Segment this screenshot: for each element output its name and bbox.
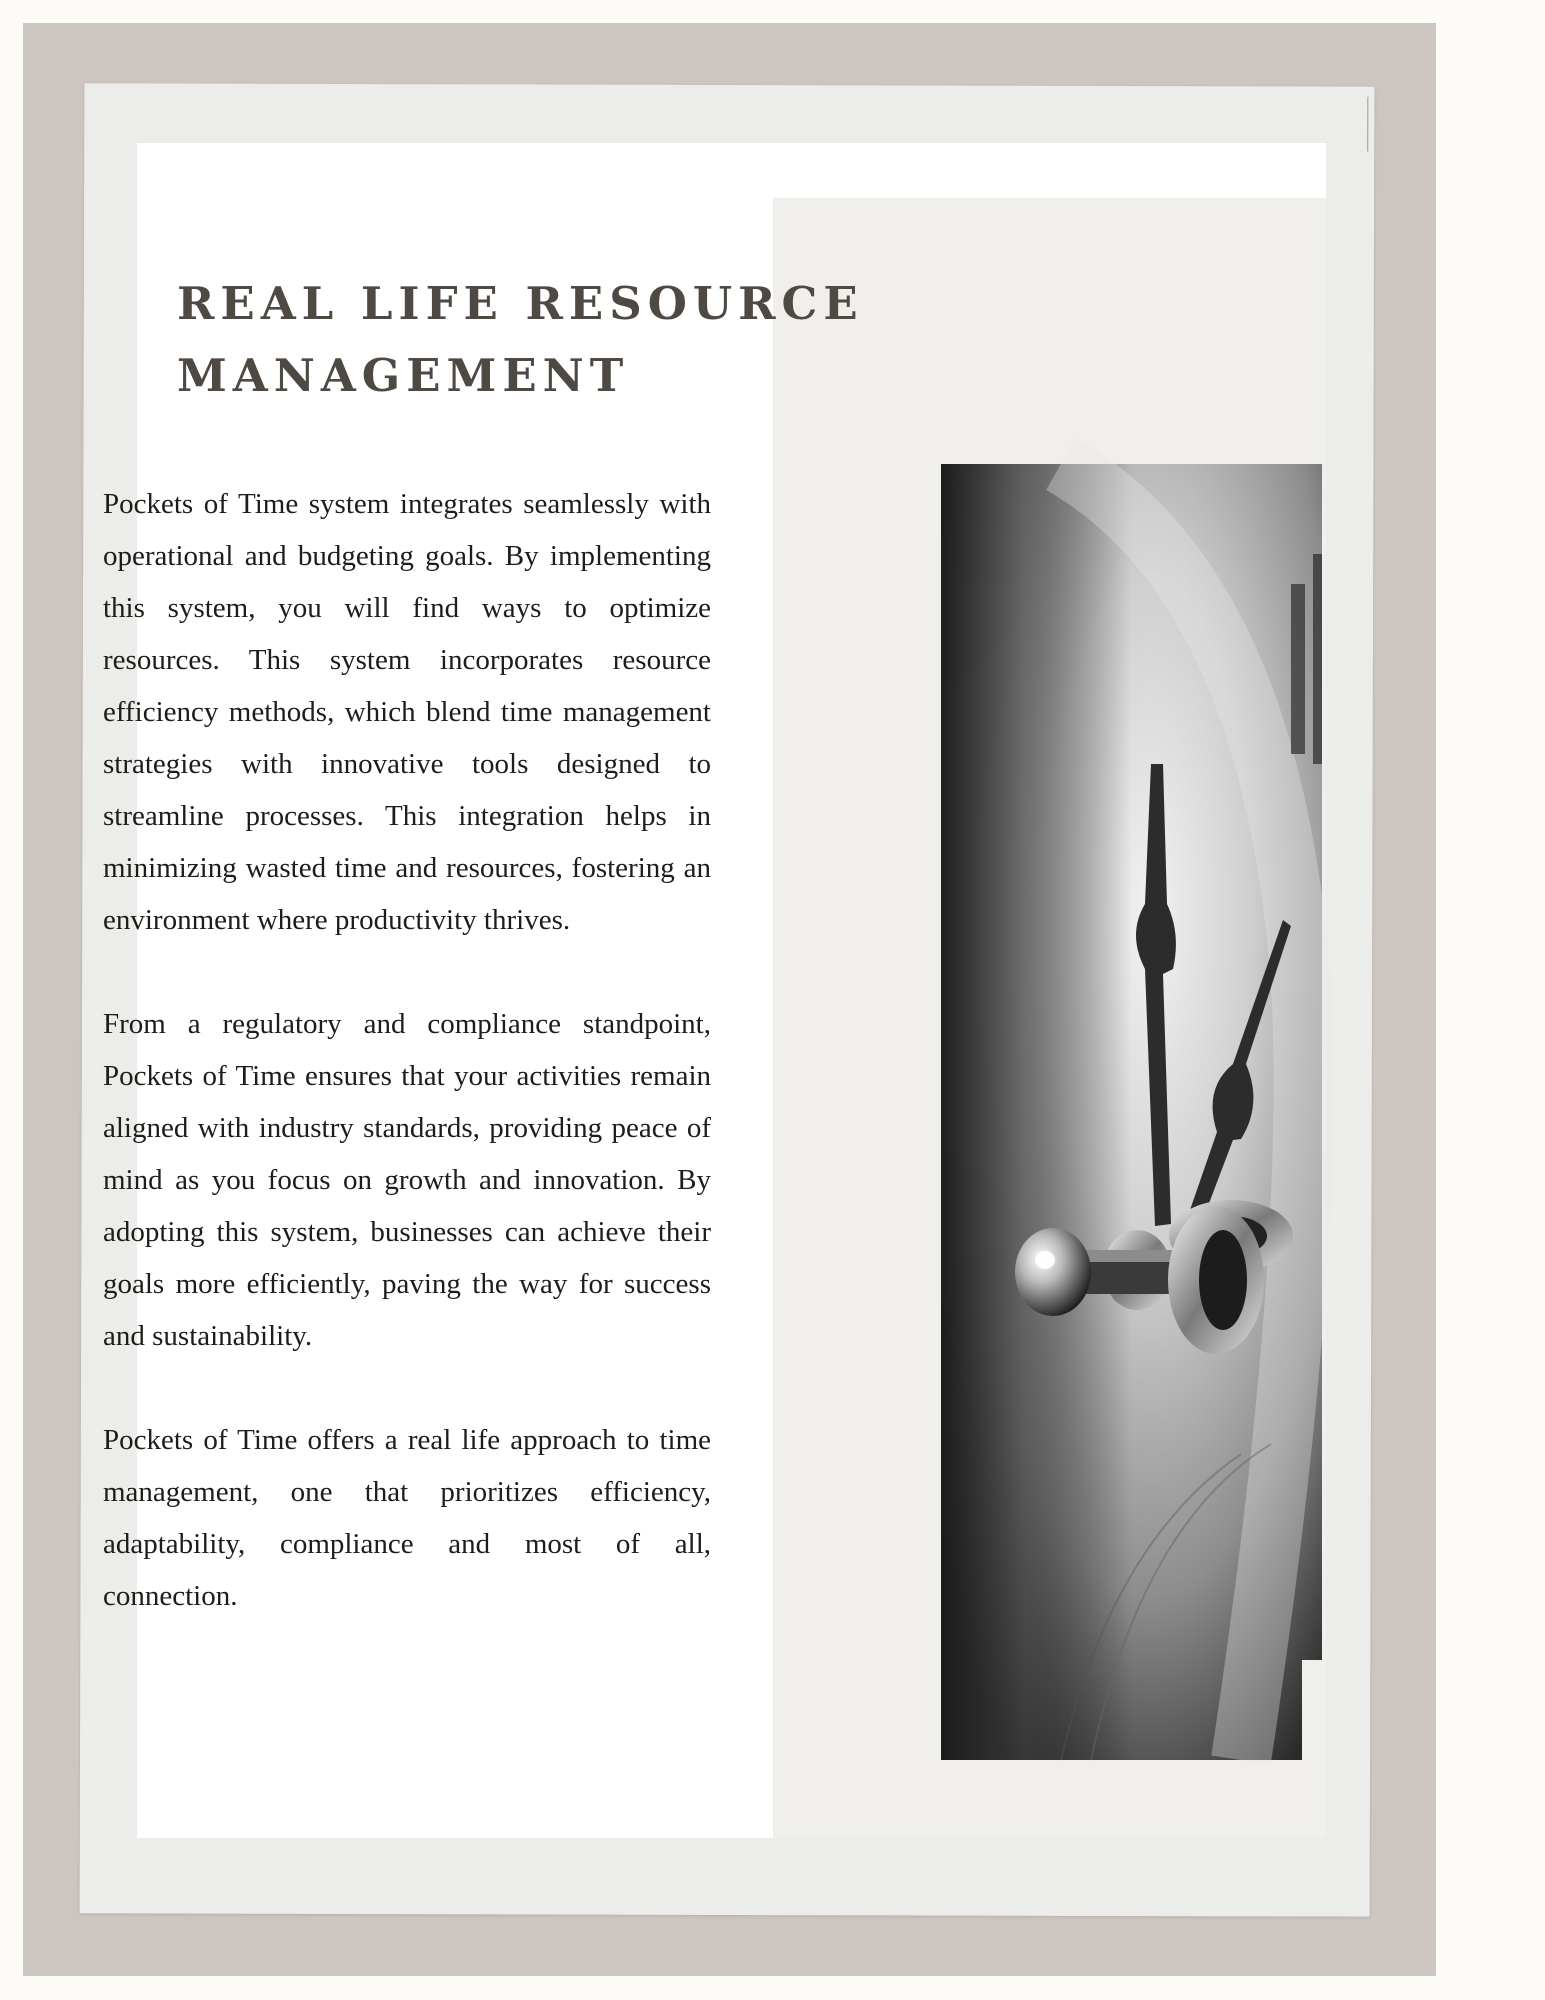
clock-photo (941, 464, 1322, 1760)
page-title-line-2: MANAGEMENT (177, 349, 630, 402)
card-edge-mark (1367, 97, 1368, 152)
paragraph-3: Pockets of Time offers a real life approach to time management, one that prioritizes efficiency, adaptability, compliance and most of all, connection. (103, 1424, 711, 1612)
body-text-area (103, 478, 717, 1738)
paragraph-1: Pockets of Time system integrates seamlessly with operational and budgeting goals. By implementing this system, you will find ways to optimize resources. This system incorporates resource efficiency methods, which blend time management strategies with innovative tools designed to streamline processes. This integration helps in minimizing wasted time and resources, fostering an environment where productivity thrives. (103, 488, 711, 936)
page-title (177, 268, 877, 412)
body-text (103, 478, 711, 1674)
paragraph-2: From a regulatory and compliance standpoint, Pockets of Time ensures that your activities remain aligned with industry standards, providing peace of mind as you focus on growth and innovation. By adopting this system, businesses can achieve their goals more efficiently, paving the way for success and sustainability. (103, 1008, 711, 1352)
page-title-line-1: REAL LIFE RESOURCE (177, 277, 864, 330)
clock-hands-icon (941, 464, 1322, 1760)
